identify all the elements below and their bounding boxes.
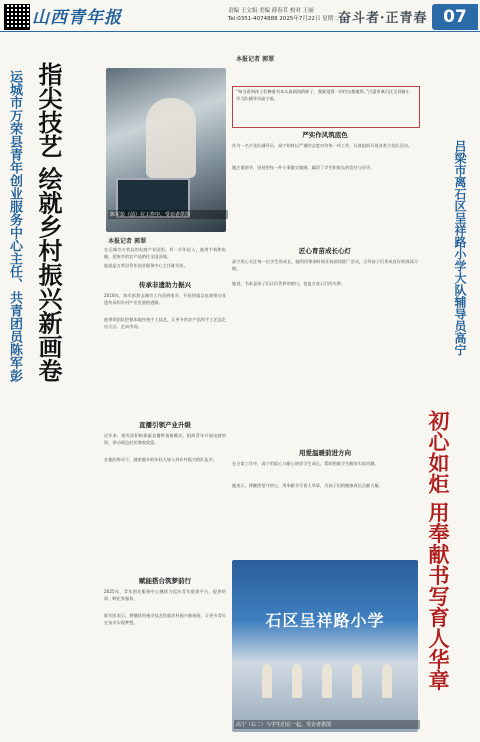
student-figure bbox=[262, 664, 272, 698]
right-section-heading: 严实作风筑底色 bbox=[302, 131, 348, 139]
right-paragraph: 她说，书本是孩子们认识世界的窗口，也是点亮心灯的火种。 bbox=[232, 281, 346, 286]
left-photo-caption: 陈军彭（前）在工作中。受访者供图 bbox=[108, 210, 228, 219]
right-paragraph: 高宁用心关注每一位学生的成长，她利用课余时间开展阅读推广活动，引导孩子们养成良好的阅读习惯。 bbox=[232, 259, 418, 271]
person-figure bbox=[146, 98, 196, 178]
left-section-heading: 直播引领产业升级 bbox=[139, 421, 191, 429]
masthead: 山西青年报 bbox=[32, 8, 122, 28]
right-section-heading: 用爱温暖前进方向 bbox=[299, 449, 351, 457]
teacher-figure bbox=[322, 664, 332, 698]
right-paragraph: 作为一名少先队辅导员，高宁始终以严谨的态度对待每一项工作，认真组织开展各类少先队活动。 bbox=[232, 143, 413, 148]
left-paragraph: 2016年，陈军彭辞去城市工作回到家乡，开始探索以电商带动非遗传承和乡村产业发展的道路。 bbox=[104, 293, 226, 305]
column-name: 奋斗者·正青春 bbox=[338, 11, 428, 26]
left-paragraph: 在运城市万荣县的电商产业园里，有一位年轻人，他用手机和电脑，把家乡的农产品销往全国各地。 bbox=[104, 247, 226, 259]
page-number: 07 bbox=[432, 4, 478, 30]
student-figure bbox=[352, 664, 362, 698]
right-subheadline: 吕梁市离石区呈祥路小学大队辅导员高宁 bbox=[453, 140, 467, 356]
left-paragraph: 陈军彭表示，将继续用指尖技艺绘就乡村振兴新画卷，让更多青年在家乡实现梦想。 bbox=[104, 613, 226, 625]
right-paragraph: 她表示，将继续坚守初心，用奉献书写育人华章，为孩子们的健康成长贡献力量。 bbox=[232, 483, 383, 488]
right-photo-caption: 高宁（右二）与学生们在一起。受访者供图 bbox=[234, 720, 420, 729]
left-headline: 指尖技艺 绘就乡村振兴新画卷 bbox=[34, 62, 63, 383]
right-article-photo bbox=[232, 560, 418, 732]
right-paragraph: 她注重细节，坚持把每一件小事做实做细，赢得了学生和家长的信任与好评。 bbox=[232, 165, 375, 170]
student-figure bbox=[292, 664, 302, 698]
qr-code bbox=[4, 4, 30, 30]
left-paragraph: 2025年，青年创业服务中心继续为返乡青年搭建平台，提供培训、孵化等服务。 bbox=[104, 589, 226, 601]
photo-banner: 石区呈祥路小学 bbox=[265, 611, 385, 630]
editor-credits: 责编 王文娟 美编 薛春茗 校对 王丽 bbox=[228, 8, 314, 14]
left-paragraph: 在他的带动下，越来越多的年轻人加入到乡村振兴的队伍中。 bbox=[104, 457, 218, 462]
left-section-heading: 赋能搭台筑梦前行 bbox=[139, 577, 191, 585]
left-section-heading: 传承非遗助力振兴 bbox=[139, 281, 191, 289]
right-section-heading: 匠心育苗成长心灯 bbox=[299, 247, 351, 255]
right-headline: 初心如炬 用奉献书写育人华章 bbox=[426, 410, 451, 691]
left-article-photo bbox=[106, 68, 226, 232]
student-figure bbox=[382, 664, 392, 698]
right-paragraph: 在日常工作中，高宁用爱心与耐心陪伴学生成长，帮助困难学生解决实际问题。 bbox=[232, 461, 379, 466]
right-byline: 本报记者 郭翠 bbox=[236, 56, 275, 63]
left-paragraph: 近年来，陈军彭积极探索直播带货新模式，组织青年开展电商培训，带动周边村民增收致富。 bbox=[104, 433, 226, 445]
left-subheadline: 运城市万荣县青年创业服务中心主任、共青团员陈军彭 bbox=[7, 70, 22, 382]
left-paragraph: 他就是万荣县青年创业服务中心主任陈军彭。 bbox=[104, 263, 188, 268]
contact-date: Tel:0351-4074888 2025年7月22日 星期二 bbox=[228, 16, 339, 22]
lead-paragraph: “每当看到孩子们捧着书本认真阅读的样子，我就觉得一切付出都值得。”吕梁市离石区呈祥路小学大队辅导员高宁说。 bbox=[236, 89, 410, 101]
left-byline: 本报记者 郭翠 bbox=[108, 238, 147, 245]
header-divider bbox=[0, 31, 480, 32]
left-paragraph: 他带领团队挖掘本地传统手工技艺，让更多的农产品和手工艺品走出大山、走向市场。 bbox=[104, 317, 226, 329]
